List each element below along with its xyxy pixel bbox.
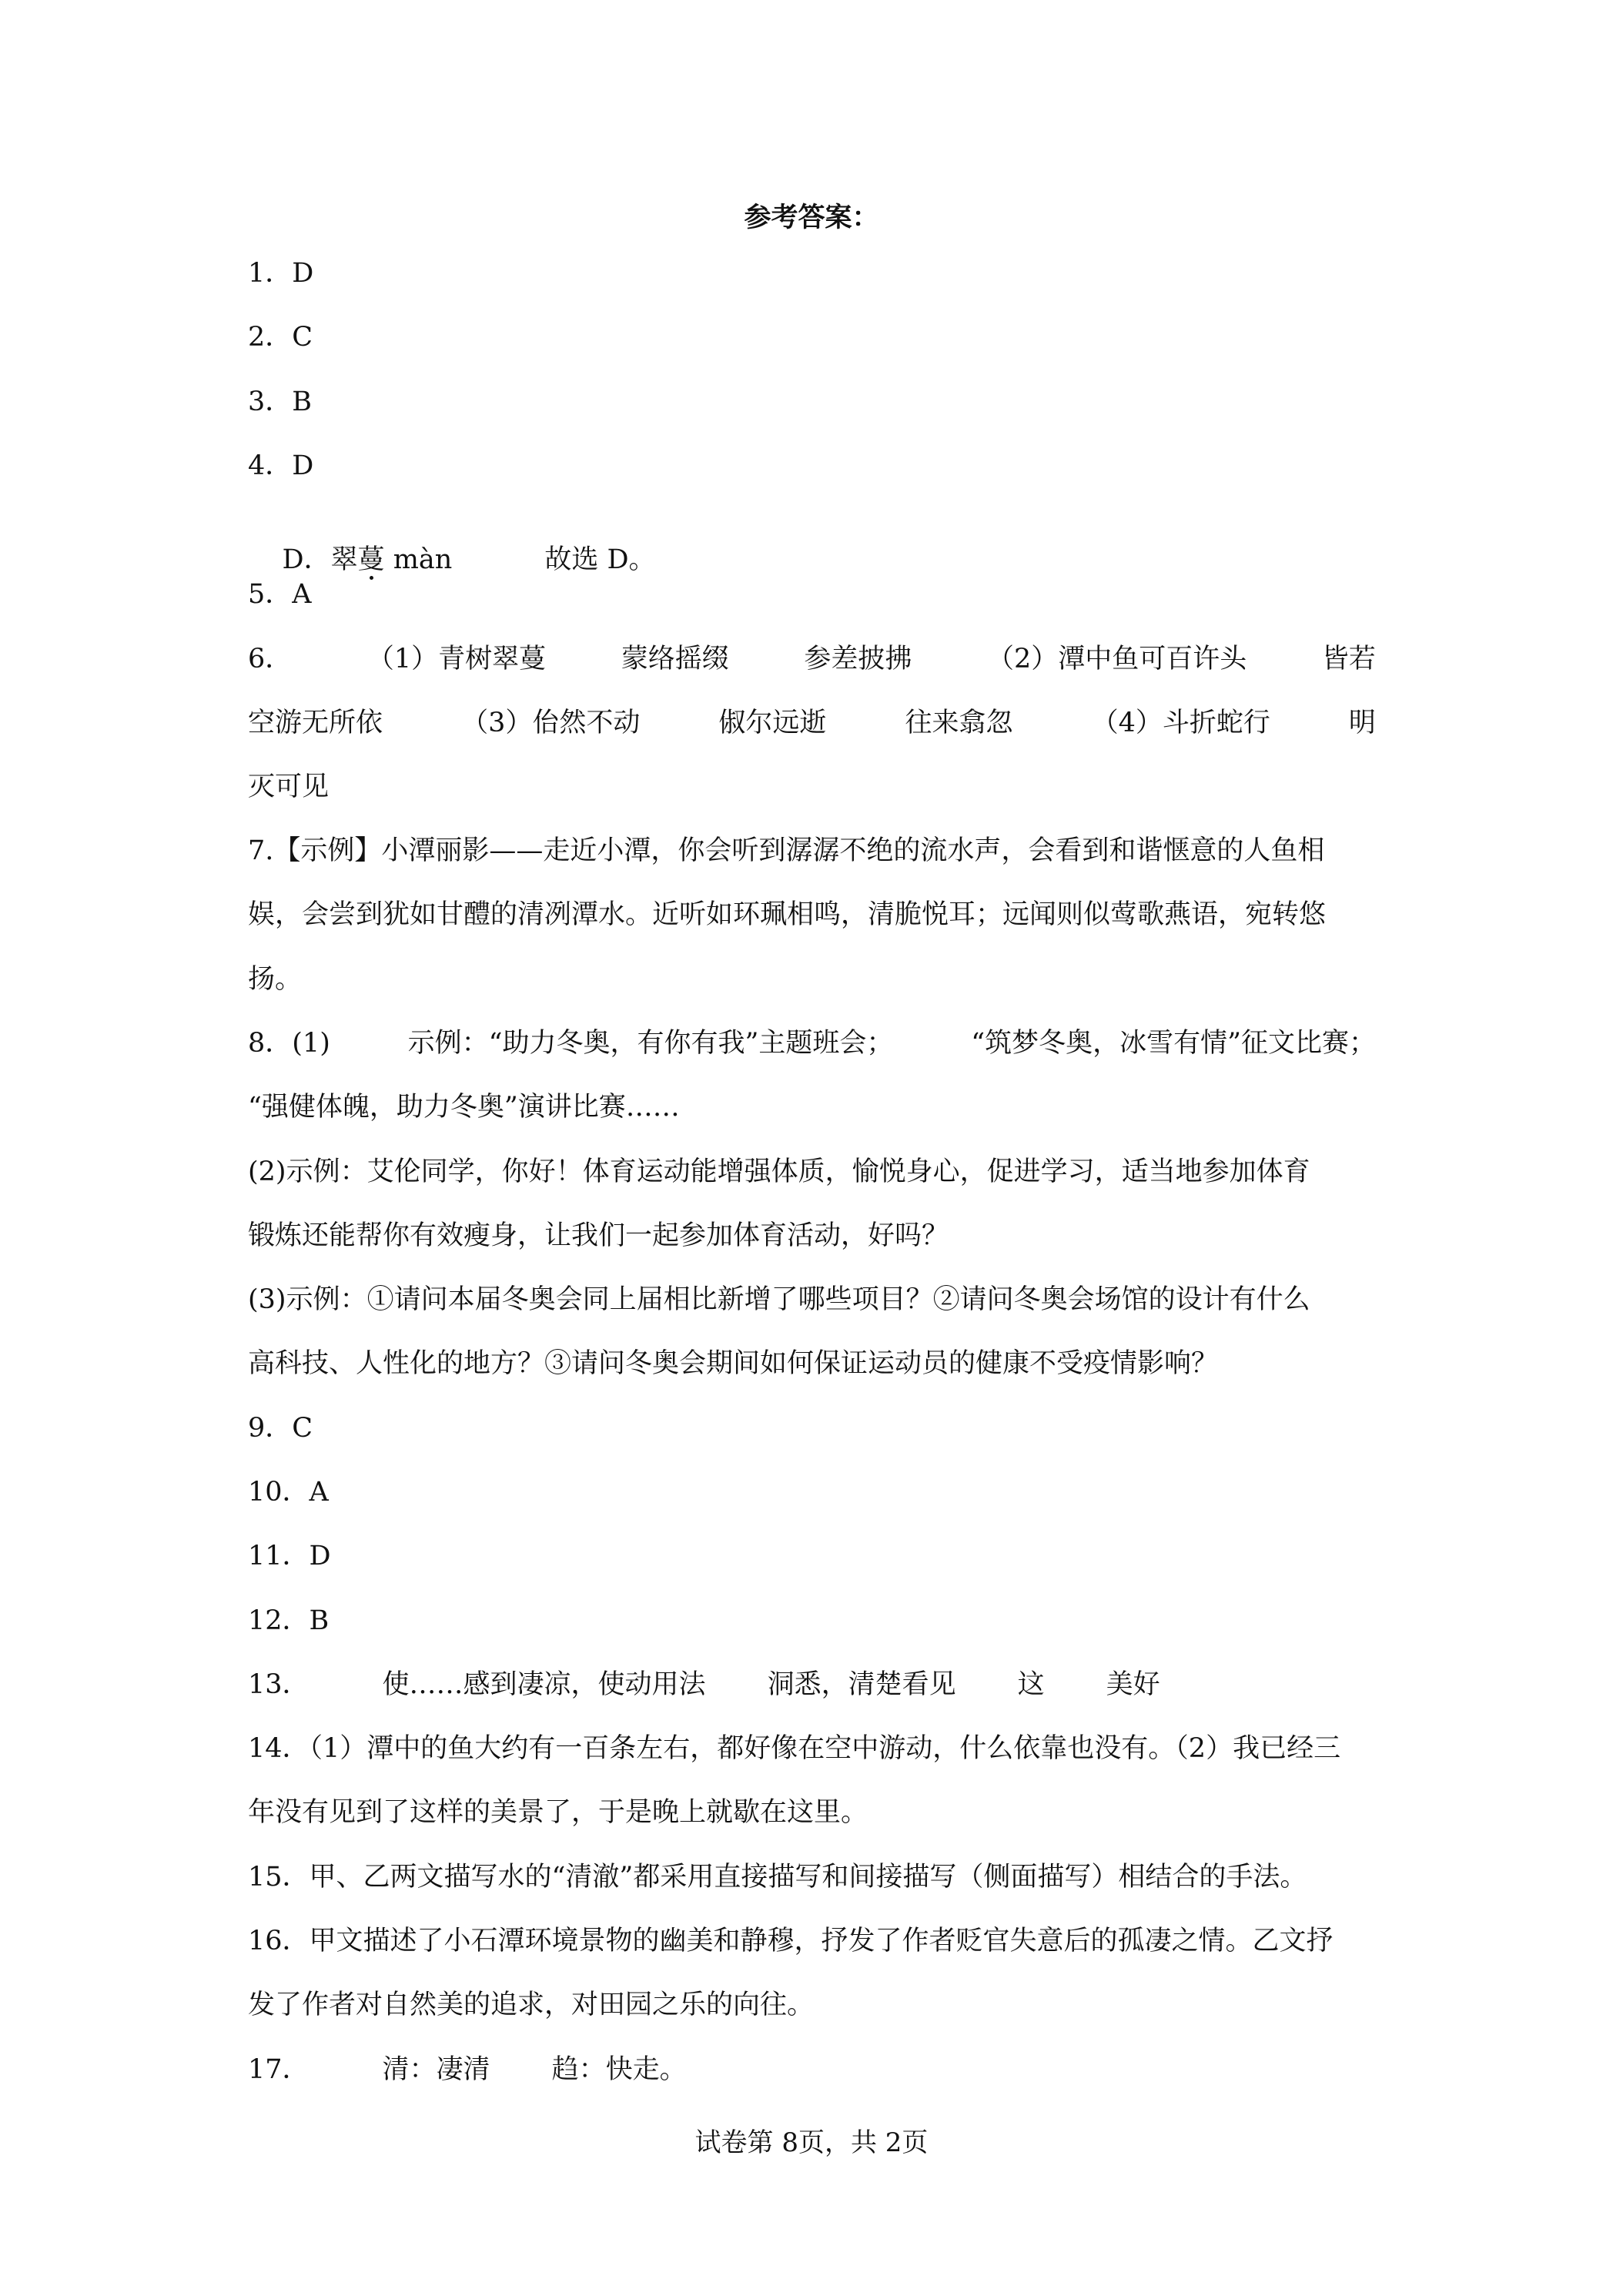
answer-13-part: 美好 — [1106, 1669, 1160, 1700]
answer-6-row-2 — [248, 706, 1376, 740]
answer-12: 12．B — [248, 1605, 330, 1636]
answer-16-row-2: 发了作者对自然美的追求，对田园之乐的向往。 — [248, 1990, 815, 2020]
answer-8-row-1 — [248, 1026, 1376, 1060]
answer-8-row-2: “强健体魄，助力冬奥”演讲比赛…… — [248, 1092, 680, 1123]
answer-14-row-1: 14．（1）潭中的鱼大约有一百条左右，都好像在空中游动，什么依靠也没有。（2）我已经三 — [248, 1733, 1341, 1764]
answer-8-row-4: 锻炼还能帮你有效瘦身，让我们一起参加体育活动，好吗？ — [248, 1220, 949, 1251]
answer-6-part: （2）潭中鱼可百许头 — [987, 644, 1247, 674]
answer-6-part: 往来翕忽 — [905, 708, 1013, 738]
answer-6-row-1 — [248, 642, 1376, 676]
answer-9: 9．C — [248, 1413, 313, 1444]
answer-6-part: 皆若 — [1321, 644, 1376, 674]
answer-3: 3．B — [248, 387, 312, 417]
answer-7-row-2: 娱，会尝到犹如甘醴的清冽潭水。近听如环珮相鸣，清脆悦耳；远闻则似莺歌燕语，宛转悠 — [248, 899, 1327, 930]
answer-2: 2．C — [248, 322, 313, 353]
note-dotted-char: 蔓 — [357, 544, 385, 575]
answer-4: 4．D — [248, 450, 314, 481]
answer-6-part: （3）佁然不动 — [461, 708, 641, 738]
answer-15: 15．甲、乙两文描写水的“清澈”都采用直接描写和间接描写（侧面描写）相结合的手法。 — [248, 1862, 1307, 1893]
answer-7-row-1: 7.【示例】小潭丽影——走近小潭，你会听到潺潺不绝的流水声，会看到和谐惬意的人鱼相 — [248, 835, 1325, 866]
answer-8-row-6: 高科技、人性化的地方？③请问冬奥会期间如何保证运动员的健康不受疫情影响？ — [248, 1348, 1219, 1379]
answer-17-part: 17． — [248, 2054, 310, 2085]
answer-7-row-3: 扬。 — [248, 964, 303, 995]
answer-14-row-2: 年没有见到了这样的美景了，于是晚上就歇在这里。 — [248, 1797, 868, 1828]
answer-6-row-3: 灭可见 — [248, 771, 330, 802]
answer-17-part: 趋：快走。 — [551, 2054, 687, 2085]
answer-17-part: 清：凄清 — [382, 2054, 490, 2085]
note-prefix: D．翠 — [282, 544, 358, 575]
answer-6-part: （4）斗折蛇行 — [1091, 708, 1270, 738]
answer-1: 1．D — [248, 258, 314, 289]
answer-8-part: “筑梦冬奥，冰雪有情”征文比赛； — [971, 1028, 1376, 1059]
answer-6-part: 蒙络摇缀 — [621, 644, 729, 674]
answer-16-row-1: 16．甲文描述了小石潭环境景物的幽美和静穆，抒发了作者贬官失意后的孤凄之情。乙文抒 — [248, 1926, 1334, 1956]
answer-10: 10．A — [248, 1477, 329, 1508]
answer-6-part: 俶尔远逝 — [718, 708, 827, 738]
answer-6-part: （1）青树翠蔓 — [366, 644, 547, 674]
answer-8-row-3: (2)示例：艾伦同学，你好！体育运动能增强体质，愉悦身心，促进学习，适当地参加体育 — [248, 1156, 1310, 1187]
answer-13-part: 洞悉，清楚看见 — [767, 1669, 956, 1700]
answer-6-part: 空游无所依 — [248, 708, 383, 738]
answer-5: 5．A — [248, 579, 312, 610]
note-pinyin: màn — [393, 544, 453, 575]
answer-17 — [248, 2053, 687, 2087]
note-conclusion: 故选 D。 — [544, 544, 656, 575]
answer-13 — [248, 1668, 1160, 1702]
answer-6-part: 6． — [248, 644, 293, 674]
answer-13-part: 使……感到凄凉，使动用法 — [382, 1669, 706, 1700]
answer-8-row-5: (3)示例：①请问本届冬奥会同上届相比新增了哪些项目？②请问冬奥会场馆的设计有什么 — [248, 1284, 1310, 1315]
answer-13-part: 13． — [248, 1669, 310, 1700]
page-title: 参考答案： — [744, 202, 879, 233]
answer-6-part: 明 — [1348, 708, 1376, 738]
answer-6-part: 参差披拂 — [804, 644, 912, 674]
answer-11: 11．D — [248, 1541, 331, 1571]
page-footer: 试卷第 8页，共 2页 — [694, 2127, 929, 2158]
answer-8-part: 8．(1) — [248, 1028, 330, 1059]
answer-13-part: 这 — [1017, 1669, 1045, 1700]
answer-8-part: 示例：“助力冬奥，有你有我”主题班会； — [407, 1028, 894, 1059]
